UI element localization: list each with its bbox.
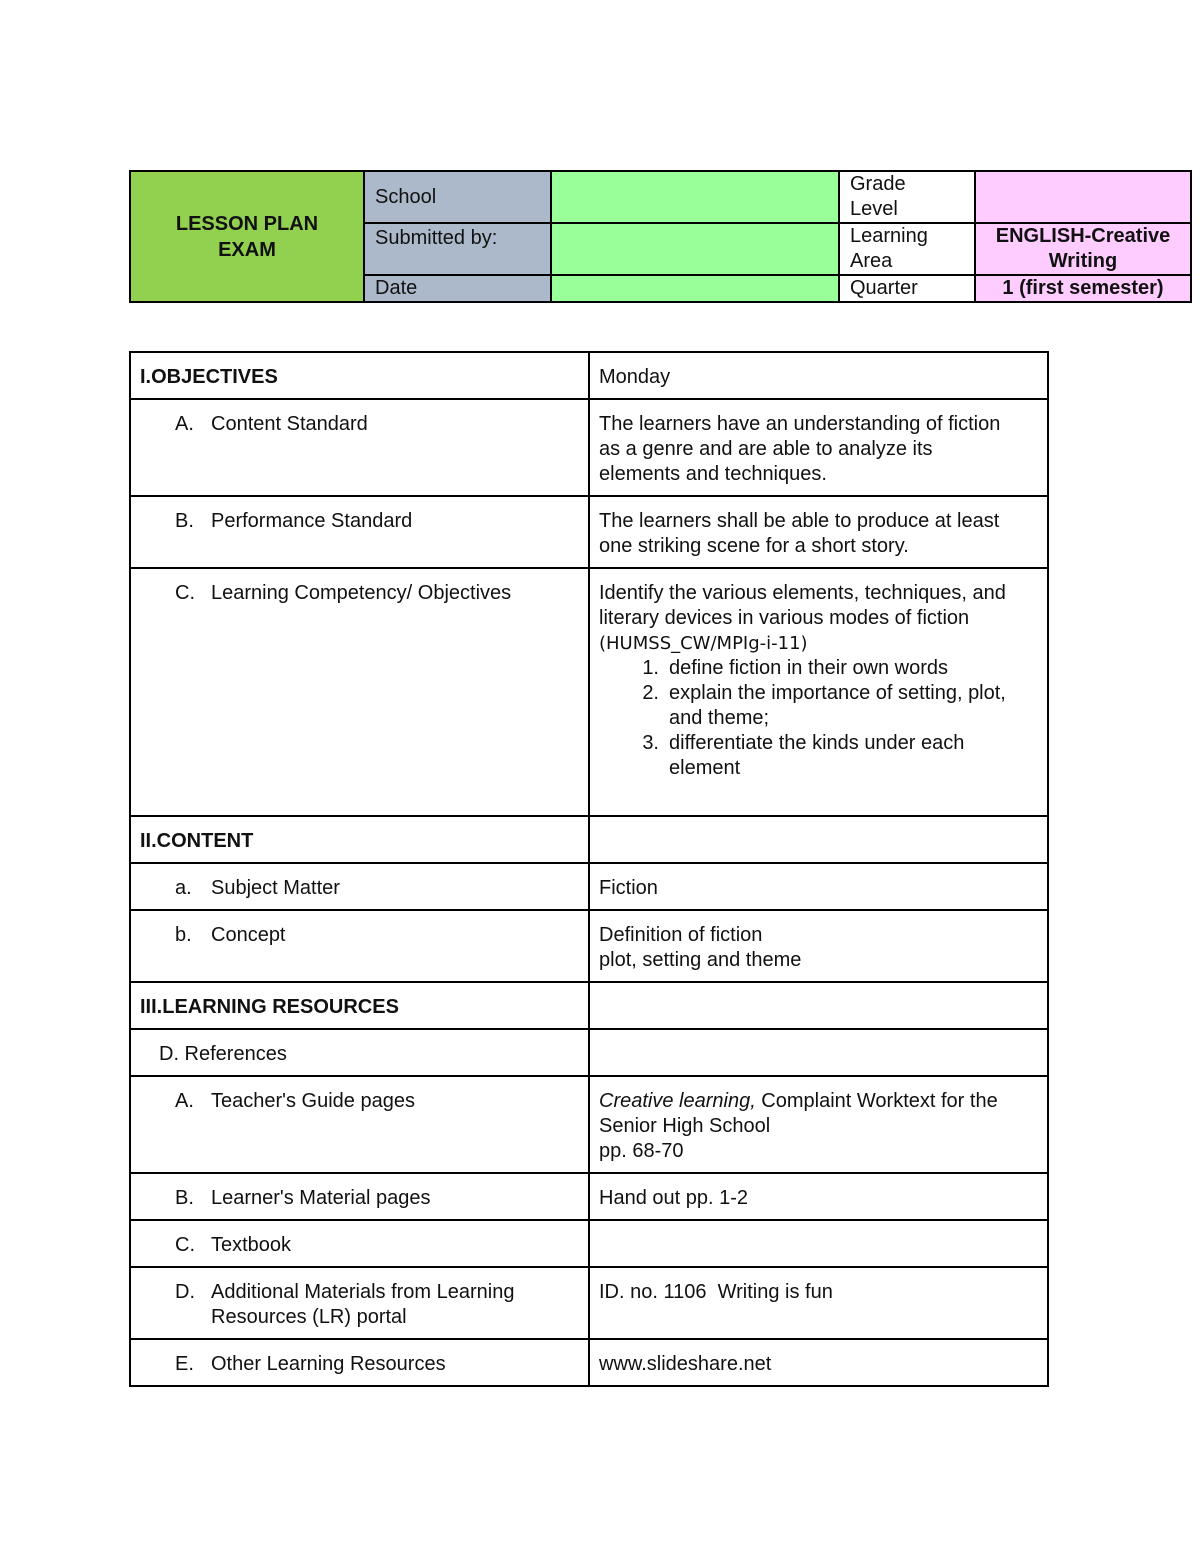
text-line: The learners shall be able to produce at least bbox=[599, 510, 1000, 532]
additional-materials-value: ID. no. 1106 Writing is fun bbox=[589, 1267, 1048, 1339]
resources-heading: III.LEARNING RESOURCES bbox=[130, 982, 589, 1029]
learning-area-label bbox=[839, 223, 975, 275]
concept-value bbox=[589, 910, 1048, 982]
quarter-value[interactable]: 1 (first semester) bbox=[975, 275, 1191, 302]
additional-materials-row bbox=[130, 1267, 1048, 1339]
other-resources-row bbox=[130, 1339, 1048, 1386]
text-line: explain the importance of setting, plot, bbox=[669, 682, 1006, 704]
list-marker: C. bbox=[175, 1234, 195, 1256]
lesson-plan-header-table bbox=[129, 170, 1192, 303]
resources-blank bbox=[589, 982, 1048, 1029]
list-marker: b. bbox=[175, 924, 192, 946]
teachers-guide-label bbox=[130, 1076, 589, 1173]
grade-label-line-1: Grade bbox=[850, 173, 906, 195]
other-resources-title: Other Learning Resources bbox=[211, 1353, 446, 1375]
textbook-value bbox=[589, 1220, 1048, 1267]
list-marker: C. bbox=[175, 582, 195, 604]
competency-label bbox=[130, 568, 589, 816]
text-line: one striking scene for a short story. bbox=[599, 535, 909, 557]
content-standard-row bbox=[130, 399, 1048, 496]
list-marker: D. bbox=[175, 1281, 195, 1303]
grade-level-value[interactable] bbox=[975, 171, 1191, 223]
objective-item bbox=[599, 681, 1038, 731]
text-line: element bbox=[669, 757, 741, 779]
list-marker: A. bbox=[175, 1090, 194, 1112]
text-line: elements and techniques. bbox=[599, 463, 827, 485]
text-line: Resources (LR) portal bbox=[211, 1306, 407, 1328]
area-label-line-1: Learning bbox=[850, 225, 928, 247]
textbook-label bbox=[130, 1220, 589, 1267]
performance-standard-label bbox=[130, 496, 589, 568]
objective-number: 1. bbox=[642, 657, 659, 679]
performance-standard-text bbox=[589, 496, 1048, 568]
objective-item bbox=[599, 731, 1038, 781]
text-line: The learners have an understanding of fiction bbox=[599, 413, 1001, 435]
grade-level-label bbox=[839, 171, 975, 223]
book-subtitle: Complaint Worktext for the bbox=[755, 1090, 998, 1112]
concept-row bbox=[130, 910, 1048, 982]
school-value[interactable] bbox=[551, 171, 839, 223]
text-line: plot, setting and theme bbox=[599, 949, 802, 971]
competency-title: Learning Competency/ Objectives bbox=[211, 582, 512, 604]
list-marker: A. bbox=[175, 413, 194, 435]
learners-material-row bbox=[130, 1173, 1048, 1220]
other-resources-label bbox=[130, 1339, 589, 1386]
teachers-guide-value bbox=[589, 1076, 1048, 1173]
submitted-by-label: Submitted by: bbox=[364, 223, 551, 275]
performance-standard-row bbox=[130, 496, 1048, 568]
text-line: Additional Materials from Learning bbox=[211, 1281, 515, 1303]
book-title: Creative learning, bbox=[599, 1090, 756, 1112]
competency-text bbox=[589, 568, 1048, 816]
list-marker: B. bbox=[175, 1187, 194, 1209]
learners-material-value: Hand out pp. 1-2 bbox=[589, 1173, 1048, 1220]
text-line: Identify the various elements, techniques, and bbox=[599, 582, 1006, 604]
additional-materials-hang bbox=[175, 1280, 579, 1330]
date-value[interactable] bbox=[551, 275, 839, 302]
objectives-row bbox=[130, 352, 1048, 399]
content-standard-title: Content Standard bbox=[211, 413, 368, 435]
objective-list bbox=[599, 656, 1038, 781]
textbook-row bbox=[130, 1220, 1048, 1267]
concept-title: Concept bbox=[211, 924, 286, 946]
objectives-heading: I.OBJECTIVES bbox=[130, 352, 589, 399]
day-label: Monday bbox=[589, 352, 1048, 399]
grade-label-line-2: Level bbox=[850, 198, 898, 220]
submitted-by-value[interactable] bbox=[551, 223, 839, 275]
area-value-line-2: Writing bbox=[1048, 250, 1118, 272]
quarter-label: Quarter bbox=[839, 275, 975, 302]
concept-label bbox=[130, 910, 589, 982]
subject-matter-title: Subject Matter bbox=[211, 877, 340, 899]
content-standard-label bbox=[130, 399, 589, 496]
area-value-line-1: ENGLISH-Creative bbox=[995, 225, 1171, 247]
other-resources-value: www.slideshare.net bbox=[589, 1339, 1048, 1386]
references-label: D. References bbox=[130, 1029, 589, 1076]
text-line: define fiction in their own words bbox=[669, 657, 949, 679]
teachers-guide-title: Teacher's Guide pages bbox=[211, 1090, 415, 1112]
textbook-title: Textbook bbox=[211, 1234, 292, 1256]
text-line: pp. 68-70 bbox=[599, 1140, 684, 1162]
subject-matter-label bbox=[130, 863, 589, 910]
performance-standard-title: Performance Standard bbox=[211, 510, 413, 532]
learning-area-value[interactable] bbox=[975, 223, 1191, 275]
objective-number: 3. bbox=[642, 732, 659, 754]
school-label: School bbox=[364, 171, 551, 223]
resources-row bbox=[130, 982, 1048, 1029]
text-line: Senior High School bbox=[599, 1115, 771, 1137]
text-line: literary devices in various modes of fiction bbox=[599, 607, 970, 629]
date-label: Date bbox=[364, 275, 551, 302]
content-heading: II.CONTENT bbox=[130, 816, 589, 863]
competency-row bbox=[130, 568, 1048, 816]
competency-code: (HUMSS_CW/MPIg-i-11) bbox=[599, 633, 808, 654]
lesson-plan-main-table bbox=[129, 351, 1049, 1387]
text-line: and theme; bbox=[669, 707, 770, 729]
objective-number: 2. bbox=[642, 682, 659, 704]
references-blank bbox=[589, 1029, 1048, 1076]
subject-matter-row bbox=[130, 863, 1048, 910]
objective-item bbox=[599, 656, 1038, 681]
title-line-2: EXAM bbox=[218, 238, 276, 261]
list-marker: a. bbox=[175, 877, 192, 899]
text-line: differentiate the kinds under each bbox=[669, 732, 965, 754]
text-line bbox=[599, 1089, 1038, 1114]
content-standard-text bbox=[589, 399, 1048, 496]
text-line: Definition of fiction bbox=[599, 924, 763, 946]
title-line-1: LESSON PLAN bbox=[175, 212, 319, 235]
lesson-plan-title bbox=[130, 171, 364, 302]
content-blank bbox=[589, 816, 1048, 863]
list-marker: B. bbox=[175, 510, 194, 532]
additional-materials-label bbox=[130, 1267, 589, 1339]
references-row bbox=[130, 1029, 1048, 1076]
subject-matter-value: Fiction bbox=[589, 863, 1048, 910]
list-marker: E. bbox=[175, 1353, 194, 1375]
learners-material-label bbox=[130, 1173, 589, 1220]
area-label-line-2: Area bbox=[850, 250, 893, 272]
learners-material-title: Learner's Material pages bbox=[211, 1187, 431, 1209]
content-row bbox=[130, 816, 1048, 863]
teachers-guide-row bbox=[130, 1076, 1048, 1173]
text-line: as a genre and are able to analyze its bbox=[599, 438, 933, 460]
